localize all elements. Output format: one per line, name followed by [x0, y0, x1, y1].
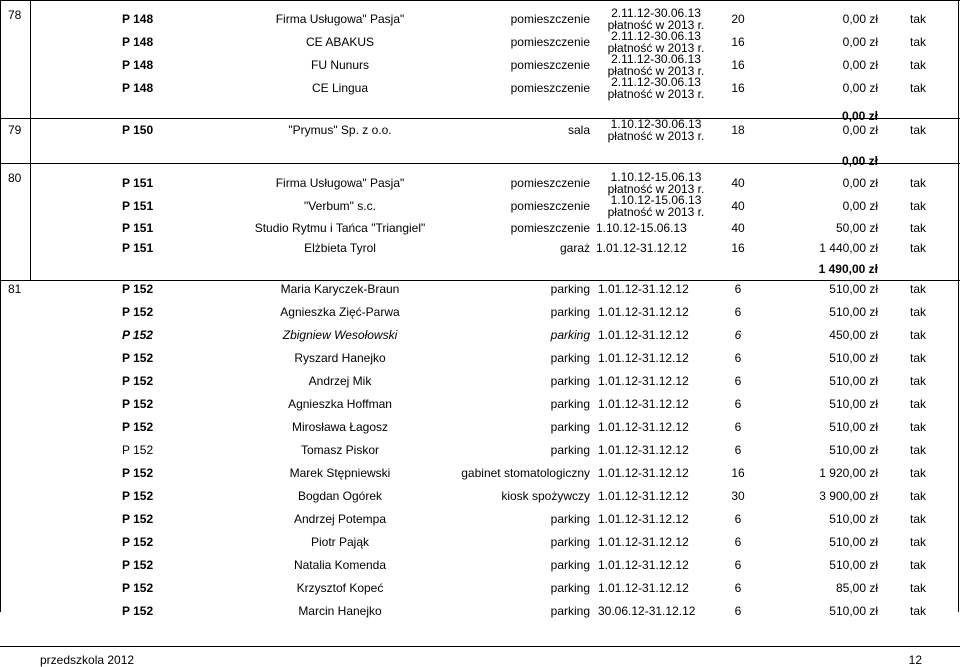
- hours: 6: [734, 374, 742, 388]
- pavilion-code: P 152: [122, 420, 154, 434]
- amount: 510,00 zł: [829, 535, 878, 549]
- status: tak: [909, 558, 926, 572]
- pavilion-code: P 150: [122, 123, 154, 137]
- row-number: 79: [8, 123, 22, 137]
- payment-note: płatność w 2013 r.: [607, 18, 705, 32]
- hours: 6: [734, 305, 742, 319]
- pavilion-code: P 152: [122, 351, 154, 365]
- hours: 6: [734, 581, 742, 595]
- status: tak: [909, 443, 926, 457]
- tenant-name: Bogdan Ogórek: [297, 489, 383, 503]
- hours: 18: [731, 123, 745, 137]
- amount: 510,00 zł: [829, 282, 878, 296]
- tenant-name: Maria Karyczek-Braun: [280, 282, 400, 296]
- premises-type: parking: [550, 581, 590, 595]
- status: tak: [909, 199, 926, 213]
- amount: 0,00 zł: [842, 81, 878, 95]
- pavilion-code: P 152: [122, 282, 154, 296]
- tenant-name: Firma Usługowa" Pasja": [275, 176, 405, 190]
- hours: 40: [731, 221, 745, 235]
- amount: 0,00 zł: [842, 58, 878, 72]
- amount: 0,00 zł: [842, 123, 878, 137]
- premises-type: parking: [550, 351, 590, 365]
- premises-type: pomieszczenie: [510, 221, 590, 235]
- period-dates: 2.11.12-30.06.13: [611, 29, 701, 43]
- subtotal-amount: 0,00 zł: [841, 109, 878, 123]
- lease-period: 1.01.12-31.12.12: [598, 535, 689, 549]
- premises-type: parking: [550, 535, 590, 549]
- pavilion-code: P 152: [122, 374, 154, 388]
- lease-period: 1.01.12-31.12.12: [598, 282, 689, 296]
- tenant-name: Piotr Pająk: [310, 535, 370, 549]
- row-divider: [0, 280, 960, 281]
- tenant-name: Tomasz Piskor: [300, 443, 380, 457]
- hours: 6: [734, 443, 742, 457]
- lease-period: [596, 53, 716, 77]
- amount: 510,00 zł: [829, 443, 878, 457]
- lease-period: 1.01.12-31.12.12: [598, 328, 689, 342]
- tenant-name: Natalia Komenda: [293, 558, 387, 572]
- status: tak: [909, 35, 926, 49]
- hours: 6: [734, 535, 742, 549]
- subtotal-amount: 0,00 zł: [841, 154, 878, 168]
- premises-type: parking: [550, 282, 590, 296]
- period-dates: 2.11.12-30.06.13: [611, 6, 701, 20]
- lease-period: 1.01.12-31.12.12: [596, 241, 687, 255]
- payment-note: płatność w 2013 r.: [607, 205, 705, 219]
- period-dates: 1.10.12-15.06.13: [610, 193, 702, 207]
- tenant-name: Agnieszka Zięć-Parwa: [280, 305, 400, 319]
- payment-note: płatność w 2013 r.: [607, 41, 705, 55]
- lease-period: [596, 171, 716, 195]
- lease-period: 1.01.12-31.12.12: [598, 558, 689, 572]
- pavilion-code: P 152: [122, 328, 153, 342]
- status: tak: [909, 581, 926, 595]
- hours: 6: [734, 397, 742, 411]
- lease-period: 1.01.12-31.12.12: [598, 443, 689, 457]
- premises-type: parking: [550, 328, 590, 342]
- payment-note: płatność w 2013 r.: [607, 129, 705, 143]
- status: tak: [909, 305, 926, 319]
- lease-period: 1.01.12-31.12.12: [598, 466, 689, 480]
- premises-type: garaż: [559, 241, 590, 255]
- pavilion-code: P 152: [122, 443, 154, 457]
- pavilion-code: P 152: [122, 512, 154, 526]
- pavilion-code: P 152: [122, 305, 154, 319]
- amount: 0,00 zł: [842, 12, 878, 26]
- status: tak: [909, 420, 926, 434]
- hours: 6: [734, 420, 742, 434]
- amount: 510,00 zł: [829, 374, 878, 388]
- status: tak: [909, 12, 926, 26]
- table-left-border: [0, 0, 1, 612]
- lease-period: [596, 7, 716, 31]
- hours: 16: [731, 466, 745, 480]
- lease-period: [596, 118, 716, 142]
- amount: 3 900,00 zł: [819, 489, 878, 503]
- tenant-name: Firma Usługowa" Pasja": [275, 12, 405, 26]
- amount: 510,00 zł: [829, 397, 878, 411]
- tenant-name: FU Nunurs: [310, 58, 369, 72]
- premises-type: kiosk spożywczy: [501, 489, 590, 503]
- status: tak: [909, 374, 926, 388]
- premises-type: parking: [550, 305, 590, 319]
- status: tak: [909, 241, 926, 255]
- status: tak: [909, 512, 926, 526]
- lease-period: 30.06.12-31.12.12: [598, 604, 696, 618]
- hours: 6: [734, 328, 742, 342]
- pavilion-code: P 148: [122, 12, 154, 26]
- amount: 510,00 zł: [829, 305, 878, 319]
- status: tak: [909, 221, 926, 235]
- premises-type: parking: [550, 512, 590, 526]
- footer-title: przedszkola 2012: [40, 653, 135, 667]
- hours: 6: [734, 604, 742, 618]
- group-number: 81: [8, 282, 22, 296]
- status: tak: [909, 397, 926, 411]
- tenant-name: "Verbum" s.c.: [304, 199, 376, 213]
- hours: 40: [731, 176, 745, 190]
- status: tak: [909, 282, 926, 296]
- amount: 0,00 zł: [842, 35, 878, 49]
- tenant-name: Krzysztof Kopeć: [296, 581, 384, 595]
- premises-type: gabinet stomatologiczny: [461, 466, 590, 480]
- pavilion-code: P 151: [122, 241, 154, 255]
- premises-type: pomieszczenie: [510, 199, 590, 213]
- lease-period: 1.01.12-31.12.12: [598, 512, 689, 526]
- amount: 0,00 zł: [842, 176, 878, 190]
- pavilion-code: P 148: [122, 81, 154, 95]
- period-dates: 2.11.12-30.06.13: [611, 75, 701, 89]
- subtotal-amount: 1 490,00 zł: [818, 262, 878, 276]
- amount: 50,00 zł: [835, 221, 878, 235]
- lease-period: 1.01.12-31.12.12: [598, 305, 689, 319]
- lease-period: 1.01.12-31.12.12: [598, 489, 689, 503]
- status: tak: [909, 81, 926, 95]
- amount: 510,00 zł: [829, 420, 878, 434]
- amount: 510,00 zł: [829, 512, 878, 526]
- amount: 510,00 zł: [829, 351, 878, 365]
- tenant-name: Mirosława Łagosz: [291, 420, 389, 434]
- tenant-name: Andrzej Mik: [308, 374, 372, 388]
- page-number: 12: [908, 653, 922, 667]
- hours: 6: [734, 282, 742, 296]
- pavilion-code: P 152: [122, 558, 154, 572]
- hours: 16: [731, 241, 745, 255]
- status: tak: [909, 466, 926, 480]
- tenant-name: Marcin Hanejko: [298, 604, 382, 618]
- amount: 510,00 zł: [829, 558, 878, 572]
- pavilion-code: P 152: [122, 535, 154, 549]
- lease-period: 1.10.12-15.06.13: [596, 221, 687, 235]
- payment-note: płatność w 2013 r.: [607, 87, 705, 101]
- pavilion-code: P 152: [122, 581, 154, 595]
- pavilion-code: P 151: [122, 221, 154, 235]
- premises-type: pomieszczenie: [510, 12, 590, 26]
- pavilion-code: P 148: [122, 58, 154, 72]
- tenant-name: Andrzej Potempa: [293, 512, 387, 526]
- table-right-border: [958, 0, 959, 612]
- status: tak: [909, 328, 926, 342]
- tenant-name: "Prymus" Sp. z o.o.: [288, 123, 392, 137]
- pavilion-code: P 152: [122, 466, 154, 480]
- amount: 510,00 zł: [829, 604, 878, 618]
- premises-type: parking: [550, 604, 590, 618]
- table-top-border: [0, 0, 960, 1]
- row-number: 78: [8, 8, 22, 22]
- hours: 30: [731, 489, 745, 503]
- status: tak: [909, 489, 926, 503]
- hours: 6: [734, 351, 742, 365]
- premises-type: parking: [550, 443, 590, 457]
- tenant-name: Zbigniew Wesołowski: [282, 328, 398, 342]
- premises-type: parking: [550, 420, 590, 434]
- premises-type: parking: [550, 397, 590, 411]
- tenant-name: Agnieszka Hoffman: [288, 397, 392, 411]
- lease-period: [596, 194, 716, 218]
- status: tak: [909, 604, 926, 618]
- amount: 1 920,00 zł: [819, 466, 878, 480]
- tenant-name: Ryszard Hanejko: [294, 351, 386, 365]
- premises-type: sala: [567, 123, 590, 137]
- tenant-name: CE ABAKUS: [305, 35, 375, 49]
- hours: 16: [731, 81, 745, 95]
- status: tak: [909, 123, 926, 137]
- premises-type: pomieszczenie: [510, 35, 590, 49]
- tenant-name: CE Lingua: [311, 81, 369, 95]
- premises-type: pomieszczenie: [510, 176, 590, 190]
- pavilion-code: P 148: [122, 35, 154, 49]
- payment-note: płatność w 2013 r.: [607, 64, 705, 78]
- period-dates: 1.10.12-30.06.13: [610, 117, 702, 131]
- hours: 16: [731, 58, 745, 72]
- pavilion-code: P 152: [122, 489, 154, 503]
- lease-period: 1.01.12-31.12.12: [598, 420, 689, 434]
- period-dates: 1.10.12-15.06.13: [610, 170, 702, 184]
- lease-period: 1.01.12-31.12.12: [598, 397, 689, 411]
- tenant-name: Marek Stępniewski: [289, 466, 391, 480]
- status: tak: [909, 176, 926, 190]
- lease-period: [596, 76, 716, 100]
- premises-type: parking: [550, 558, 590, 572]
- premises-type: pomieszczenie: [510, 58, 590, 72]
- hours: 16: [731, 35, 745, 49]
- lease-period: [596, 30, 716, 54]
- pavilion-code: P 152: [122, 397, 154, 411]
- hours: 40: [731, 199, 745, 213]
- pavilion-code: P 151: [122, 176, 154, 190]
- period-dates: 2.11.12-30.06.13: [611, 52, 701, 66]
- amount: 85,00 zł: [835, 581, 878, 595]
- premises-type: parking: [550, 374, 590, 388]
- status: tak: [909, 351, 926, 365]
- status: tak: [909, 58, 926, 72]
- premises-type: pomieszczenie: [510, 81, 590, 95]
- tenant-name: Studio Rytmu i Tańca "Triangiel": [254, 221, 426, 235]
- lease-period: 1.01.12-31.12.12: [598, 581, 689, 595]
- hours: 20: [731, 12, 745, 26]
- row-number: 80: [8, 171, 22, 185]
- tenant-name: Elżbieta Tyrol: [304, 241, 376, 255]
- pavilion-code: P 152: [122, 604, 154, 618]
- hours: 6: [734, 512, 742, 526]
- footer-rule: [0, 646, 960, 647]
- amount: 1 440,00 zł: [819, 241, 878, 255]
- hours: 6: [734, 558, 742, 572]
- lease-period: 1.01.12-31.12.12: [598, 374, 689, 388]
- pavilion-code: P 151: [122, 199, 154, 213]
- lease-period: 1.01.12-31.12.12: [598, 351, 689, 365]
- status: tak: [909, 535, 926, 549]
- amount: 450,00 zł: [829, 328, 878, 342]
- number-column-divider: [30, 0, 31, 280]
- payment-note: płatność w 2013 r.: [607, 182, 705, 196]
- amount: 0,00 zł: [842, 199, 878, 213]
